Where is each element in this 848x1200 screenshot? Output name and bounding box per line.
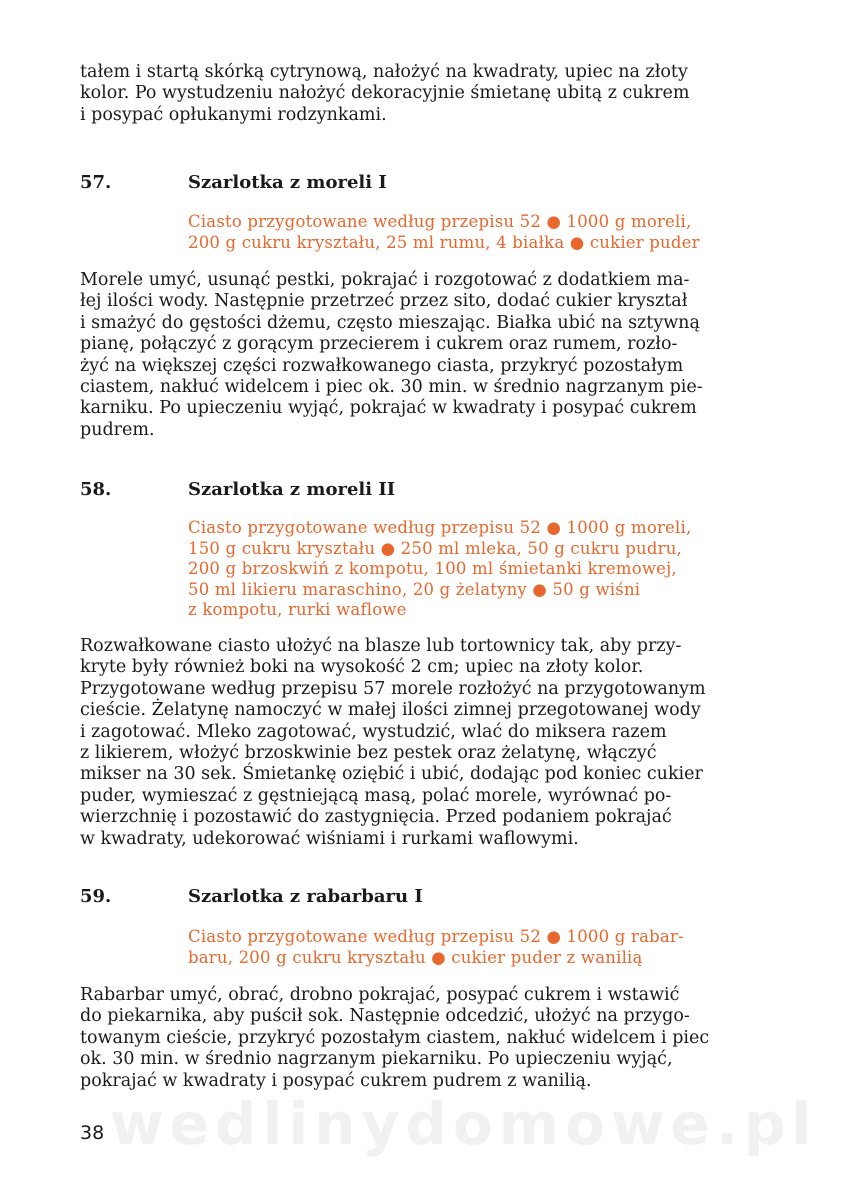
- method-line: Morele umyć, usunąć pestki, pokrajać i rozgotować z dodatkiem ma-: [80, 270, 690, 290]
- intro-paragraph: [80, 62, 780, 126]
- ingredient-line: 200 g brzoskwiń z kompotu, 100 ml śmietanki kremowej,: [188, 559, 677, 579]
- recipe-title: Szarlotka z moreli II: [188, 479, 396, 500]
- recipe-number: 58.: [80, 479, 112, 500]
- recipe-number: 57.: [80, 172, 112, 193]
- method-line: pianę, połączyć z gorącym przecierem i cukrem oraz rumem, rozło-: [80, 334, 678, 355]
- ingredients-list: [188, 518, 780, 621]
- method-line: Rabarbar umyć, obrać, drobno pokrajać, posypać cukrem i wstawić: [80, 985, 680, 1005]
- method-line: ciastem, nakłuć widelcem i piec ok. 30 min. w średnio nagrzanym pie-: [80, 376, 703, 397]
- ingredient-line: Ciasto przygotowane według przepisu 52 ● 1000 g rabar-: [188, 927, 684, 946]
- method-line: ok. 30 min. w średnio nagrzanym piekarniku. Po upieczeniu wyjąć,: [80, 1049, 673, 1070]
- recipe-heading: [80, 172, 780, 196]
- recipe-number: 59.: [80, 886, 112, 907]
- ingredient-line: Ciasto przygotowane według przepisu 52 ● 1000 g moreli,: [188, 212, 692, 231]
- method-line: żyć na większej części rozwałkowanego ciasta, przykryć pozostałym: [80, 355, 684, 376]
- ingredient-line: Ciasto przygotowane według przepisu 52 ● 1000 g moreli,: [188, 518, 692, 537]
- method-line: i smażyć do gęstości dżemu, często mieszając. Białka ubić na sztywną: [80, 312, 700, 333]
- method-line: towanym cieście, przykryć pozostałym ciastem, nakłuć widelcem i piec: [80, 1027, 710, 1048]
- method-paragraph: [80, 636, 780, 850]
- method-line: z likierem, włożyć brzoskwinie bez pestek oraz żelatynę, włączyć: [80, 742, 657, 763]
- method-line: w kwadraty, udekorować wiśniami i rurkami waflowymi.: [80, 828, 579, 849]
- method-line: pokrajać w kwadraty i posypać cukrem pudrem z wanilią.: [80, 1070, 592, 1091]
- method-line: pudrem.: [80, 419, 155, 440]
- method-line: puder, wymieszać z gęstniejącą masą, polać morele, wyrównać po-: [80, 785, 672, 806]
- intro-line: kolor. Po wystudzeniu nałożyć dekoracyjnie śmietanę ubitą z cukrem: [80, 83, 690, 104]
- recipe-title: Szarlotka z moreli I: [188, 172, 387, 193]
- ingredient-line: 50 ml likieru maraschino, 20 g żelatyny ● 50 g wiśni: [188, 579, 641, 599]
- ingredients-list: [188, 212, 780, 253]
- method-line: Przygotowane według przepisu 57 morele rozłożyć na przygotowanym: [80, 678, 706, 699]
- ingredient-line: 200 g cukru kryształu, 25 ml rumu, 4 białka ● cukier puder: [188, 232, 700, 252]
- intro-line: i posypać opłukanymi rodzynkami.: [80, 104, 387, 125]
- method-line: łej ilości wody. Następnie przetrzeć przez sito, dodać cukier kryształ: [80, 291, 688, 312]
- ingredient-line: 150 g cukru kryształu ● 250 ml mleka, 50 g cukru pudru,: [188, 538, 682, 558]
- method-line: Rozwałkowane ciasto ułożyć na blasze lub tortownicy tak, aby przy-: [80, 636, 682, 656]
- method-paragraph: [80, 985, 780, 1092]
- recipe-heading: [80, 886, 780, 910]
- ingredient-line: z kompotu, rurki waflowe: [188, 600, 407, 620]
- recipe-title: Szarlotka z rabarbaru I: [188, 886, 423, 907]
- method-line: kryte były również boki na wysokość 2 cm; upiec na złoty kolor.: [80, 657, 644, 678]
- method-paragraph: [80, 270, 780, 441]
- method-line: cieście. Żelatynę namoczyć w małej ilości zimnej przegotowanej wody: [80, 700, 701, 721]
- method-line: i zagotować. Mleko zagotować, wystudzić, wlać do miksera razem: [80, 721, 667, 742]
- ingredients-list: [188, 927, 780, 968]
- intro-line: tałem i startą skórką cytrynową, nałożyć na kwadraty, upiec na złoty: [80, 62, 688, 82]
- recipe-heading: [80, 479, 780, 503]
- method-line: mikser na 30 sek. Śmietankę oziębić i ubić, dodając pod koniec cukier: [80, 764, 703, 785]
- ingredient-line: baru, 200 g cukru kryształu ● cukier puder z wanilią: [188, 947, 643, 967]
- method-line: do piekarnika, aby puścił sok. Następnie odcedzić, ułożyć na przygo-: [80, 1006, 690, 1027]
- method-line: wierzchnię i pozostawić do zastygnięcia. Przed podaniem pokrajać: [80, 807, 672, 828]
- page-number: 38: [80, 1122, 105, 1144]
- watermark: wedlinydomowe.pl: [110, 1090, 818, 1158]
- method-line: karniku. Po upieczeniu wyjąć, pokrajać w kwadraty i posypać cukrem: [80, 398, 697, 419]
